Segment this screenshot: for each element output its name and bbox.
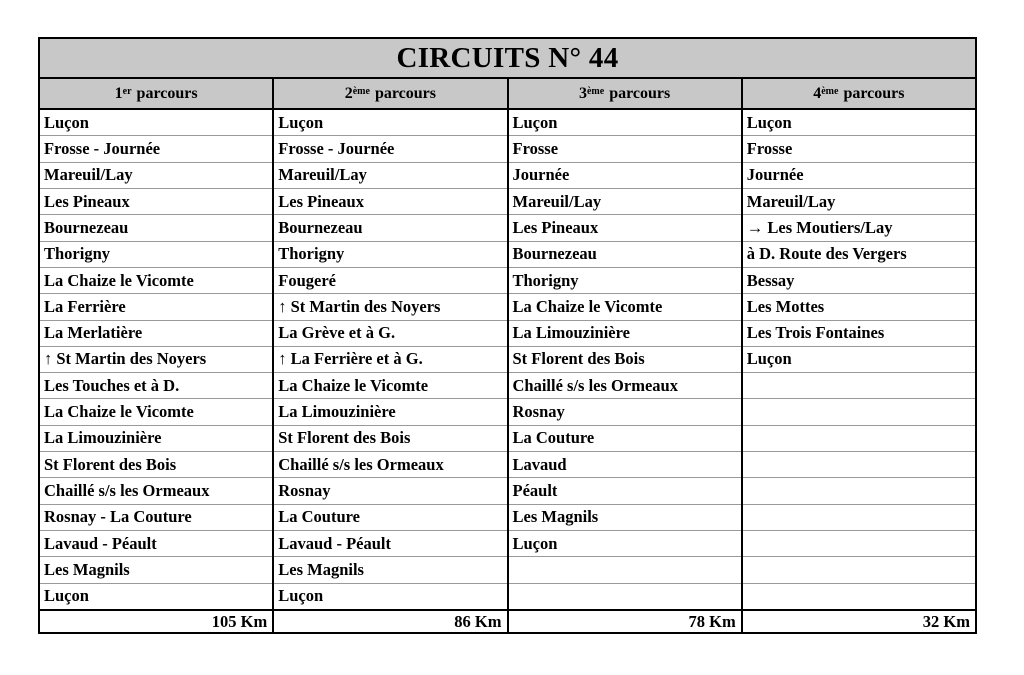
table-row: Frosse - Journée: [274, 136, 506, 162]
table-row: Frosse - Journée: [40, 136, 272, 162]
header-label: parcours: [609, 84, 671, 102]
header-ordinal-suffix: ème: [586, 86, 605, 97]
table-row: [743, 399, 975, 425]
table-row: [509, 557, 741, 583]
table-row: Thorigny: [274, 242, 506, 268]
table-row: Lavaud - Péault: [274, 531, 506, 557]
table-row: Bournezeau: [509, 242, 741, 268]
table-row: ↑ St Martin des Noyers: [40, 347, 272, 373]
column-distance: 86 Km: [274, 609, 506, 632]
table-columns: [40, 79, 975, 632]
column-header: [40, 79, 272, 110]
column-distance: 105 Km: [40, 609, 272, 632]
table-row: [743, 452, 975, 478]
table-row: La Chaize le Vicomte: [40, 268, 272, 294]
header-ordinal: 4: [813, 84, 822, 102]
table-row: Péault: [509, 478, 741, 504]
column-rows: [274, 110, 506, 609]
column-header: [274, 79, 506, 110]
table-row: La Limouzinière: [274, 399, 506, 425]
column-parcours-2: [274, 79, 508, 632]
table-row: Les Magnils: [40, 557, 272, 583]
table-row: Mareuil/Lay: [743, 189, 975, 215]
header-ordinal-suffix: er: [122, 86, 132, 97]
table-row: Les Trois Fontaines: [743, 321, 975, 347]
table-row: à D. Route des Vergers: [743, 242, 975, 268]
table-row: Rosnay: [509, 399, 741, 425]
table-row: Bessay: [743, 268, 975, 294]
table-row: Frosse: [743, 136, 975, 162]
table-row: Les Magnils: [509, 505, 741, 531]
table-row: Les Pineaux: [40, 189, 272, 215]
table-row: ↑ La Ferrière et à G.: [274, 347, 506, 373]
table-title: CIRCUITS N° 44: [40, 39, 975, 79]
column-parcours-4: [743, 79, 975, 632]
table-row: La Limouzinière: [509, 321, 741, 347]
table-row: [509, 584, 741, 609]
table-row: La Couture: [509, 426, 741, 452]
column-rows: [743, 110, 975, 609]
table-row: [743, 426, 975, 452]
table-row: Lavaud - Péault: [40, 531, 272, 557]
header-ordinal: 3: [578, 84, 587, 102]
table-row: Journée: [743, 163, 975, 189]
table-row: Bournezeau: [40, 215, 272, 241]
table-row: Luçon: [509, 531, 741, 557]
table-row: [743, 557, 975, 583]
header-label: parcours: [374, 84, 436, 102]
header-ordinal: 1: [114, 84, 123, 102]
table-row: Chaillé s/s les Ormeaux: [509, 373, 741, 399]
column-header: [509, 79, 741, 110]
table-row: Les Pineaux: [509, 215, 741, 241]
table-row: Luçon: [509, 110, 741, 136]
table-row: Fougeré: [274, 268, 506, 294]
table-row: Luçon: [278, 586, 324, 606]
table-row: Journée: [509, 163, 741, 189]
table-row: → Les Moutiers/Lay: [743, 215, 975, 241]
header-label: parcours: [843, 84, 905, 102]
column-parcours-3: [509, 79, 743, 632]
table-row: Bournezeau: [274, 215, 506, 241]
table-row: Thorigny: [509, 268, 741, 294]
table-row: Mareuil/Lay: [274, 163, 506, 189]
column-header: [743, 79, 975, 110]
table-row: Rosnay - La Couture: [40, 505, 272, 531]
table-row: Lavaud: [509, 452, 741, 478]
table-row: Rosnay: [274, 478, 506, 504]
table-row: La Couture: [274, 505, 506, 531]
table-row: Les Touches et à D.: [40, 373, 272, 399]
table-row: St Florent des Bois: [509, 347, 741, 373]
column-rows: [509, 110, 741, 609]
table-row: Mareuil/Lay: [40, 163, 272, 189]
table-row: Chaillé s/s les Ormeaux: [274, 452, 506, 478]
column-distance: 32 Km: [743, 609, 975, 632]
table-row: St Florent des Bois: [274, 426, 506, 452]
table-row: La Grève et à G.: [274, 321, 506, 347]
table-row: [743, 478, 975, 504]
table-row: Luçon: [44, 586, 89, 606]
table-row: [743, 584, 975, 609]
table-row: Mareuil/Lay: [509, 189, 741, 215]
header-ordinal-suffix: ème: [821, 86, 839, 97]
table-row: Thorigny: [40, 242, 272, 268]
table-row: [743, 531, 975, 557]
table-row: Les Pineaux: [274, 189, 506, 215]
header-ordinal-suffix: ème: [352, 86, 370, 97]
table-row: La Chaize le Vicomte: [509, 294, 741, 320]
column-rows: [40, 110, 272, 609]
column-parcours-1: [40, 79, 274, 632]
table-row: ↑ St Martin des Noyers: [274, 294, 506, 320]
circuits-table: [38, 37, 977, 634]
table-row: Luçon: [743, 110, 975, 136]
table-row: Les Magnils: [274, 557, 506, 583]
table-row: La Chaize le Vicomte: [274, 373, 506, 399]
table-row: [743, 505, 975, 531]
table-row: La Limouzinière: [40, 426, 272, 452]
header-ordinal: 2: [344, 84, 353, 102]
table-row: La Ferrière: [40, 294, 272, 320]
column-distance: 78 Km: [509, 609, 741, 632]
table-row: Luçon: [40, 110, 272, 136]
table-row: La Chaize le Vicomte: [40, 399, 272, 425]
table-row: La Merlatière: [40, 321, 272, 347]
header-label: parcours: [136, 84, 198, 102]
table-row: [743, 373, 975, 399]
table-row: Luçon: [274, 110, 506, 136]
table-row: Chaillé s/s les Ormeaux: [40, 478, 272, 504]
table-row: Les Mottes: [743, 294, 975, 320]
table-row: St Florent des Bois: [40, 452, 272, 478]
table-row: Frosse: [509, 136, 741, 162]
table-row: Luçon: [743, 347, 975, 373]
